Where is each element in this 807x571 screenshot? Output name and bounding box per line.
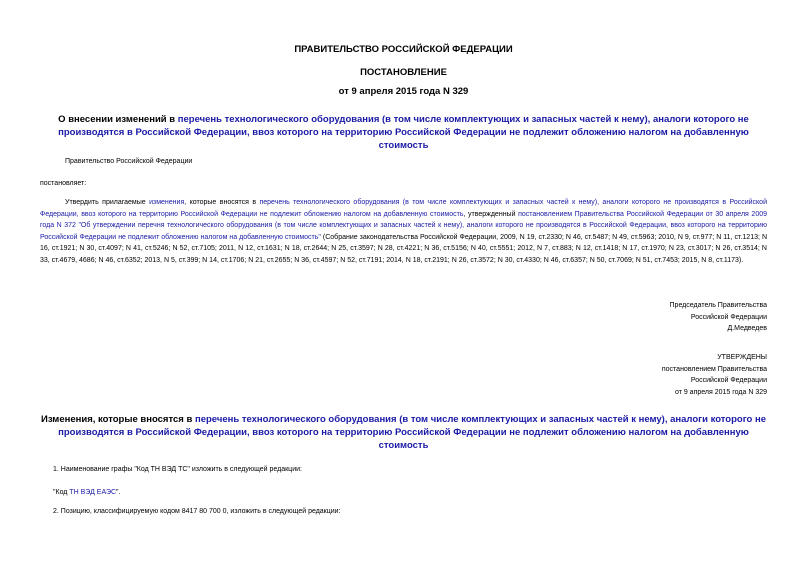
- document-type: ПОСТАНОВЛЕНИЕ: [360, 67, 447, 78]
- changes-link[interactable]: изменения: [149, 199, 185, 206]
- document-title: [40, 113, 767, 152]
- document-date-number: от 9 апреля 2015 года N 329: [338, 86, 469, 97]
- signature-block: [670, 300, 767, 335]
- signature-name: Д.Медведев: [727, 325, 767, 332]
- government-heading: ПРАВИТЕЛЬСТВО РОССИЙСКОЙ ФЕДЕРАЦИИ: [294, 44, 513, 55]
- approval-line: Российской Федерации: [690, 377, 767, 384]
- approval-line: УТВЕРЖДЕНЫ: [717, 354, 767, 361]
- changes-title: [40, 413, 767, 452]
- approval-block: [662, 352, 767, 398]
- signature-line: Российской Федерации: [690, 313, 767, 321]
- resolution-paragraph: [40, 197, 767, 266]
- signature-line: Председатель Правительства: [669, 302, 767, 309]
- quote-text: "Код: [53, 489, 70, 496]
- list-item: 2. Позицию, классифицируемую кодом 8417 80 700 0, изложить в следующей редакции:: [53, 508, 341, 515]
- paragraph-text: Утвердить прилагаемые: [65, 199, 150, 206]
- approval-line: постановлением Правительства: [661, 365, 767, 373]
- changes-title-prefix: Изменения, которые вносятся в: [40, 414, 195, 425]
- paragraph-text: , которые вносятся в: [184, 199, 260, 206]
- quote-text: ".: [116, 489, 121, 496]
- list-link[interactable]: перечень технологического оборудования (в том числе комплектующих и запасных частей к нему), аналоги которого не производятся в Российской Федерации, ввоз которого на территорию Российской Федерации не подлежит обложению налогом на добавленную стоимость: [40, 199, 767, 218]
- paragraph-text: (Собрание законодательства Российской Федерации, 2009, N 19, ст.2330; N 46, ст.5487; N 49, ст.5963; 2010, N 9, ст.977; N 11, ст.1213; N 16, ст.1921; N 30, ст.4097; N 41, ст.5246; N 52, ст.7105; 2011, N 12, ст.1631; N 18, ст.2644; N 25, ст.3597; N 28, ст.4221; N 36, ст.5156; N 40, ст.5551; 2012, N 7, ст.883; N 12, ст.1418; N 17, ст.1970; N 23, ст.3017; N 26, ст.3514; N 33, ст.4679, 4686; N 46, ст.6352; 2013, N 5, ст.399; N 14, ст.1706; N 21, ст.2655; N 36, ст.4597; N 52, ст.7191; 2014, N 18, ст.2191; N 26, ст.3572; N 30, ст.4330; N 46, ст.6357; N 50, ст.7069; N 51, ст.7453; 2015, N 8, ст.1173).: [40, 233, 767, 264]
- title-prefix: О внесении изменений в: [58, 114, 178, 125]
- list-item: 1. Наименование графы "Код ТН ВЭД ТС" изложить в следующей редакции:: [53, 466, 302, 473]
- changes-title-list-link[interactable]: перечень технологического оборудования (в том числе комплектующих и запасных частей к нему), аналоги которого не производятся в Российской Федерации, ввоз которого на территорию Российской Федерации не подлежит обложению налогом на добавленную стоимость: [58, 414, 767, 451]
- list-item-quote: [53, 487, 120, 499]
- title-list-link[interactable]: перечень технологического оборудования (в том числе комплектующих и запасных частей к нему), аналоги которого не производятся в Российской Федерации, ввоз которого на территорию Российской Федерации не подлежит обложению налогом на добавленную стоимость: [58, 114, 749, 151]
- decrees-line: постановляет:: [40, 180, 87, 187]
- government-line: Правительство Российской Федерации: [65, 158, 193, 165]
- resolution-372-link[interactable]: постановлением Правительства Российской Федерации от 30 апреля 2009 года N 372 "Об утверждении перечня технологического оборудования (в том числе комплектующих и запасных частей к нему), аналоги которого не производятся в Российской Федерации, ввоз которого на территорию Российской Федерации не подлежит обложению налогом на добавленную стоимость": [40, 210, 767, 241]
- approval-line: от 9 апреля 2015 года N 329: [674, 388, 767, 396]
- paragraph-text: , утвержденный: [463, 210, 519, 218]
- tn-ved-link[interactable]: ТН ВЭД ЕАЭС: [69, 489, 117, 496]
